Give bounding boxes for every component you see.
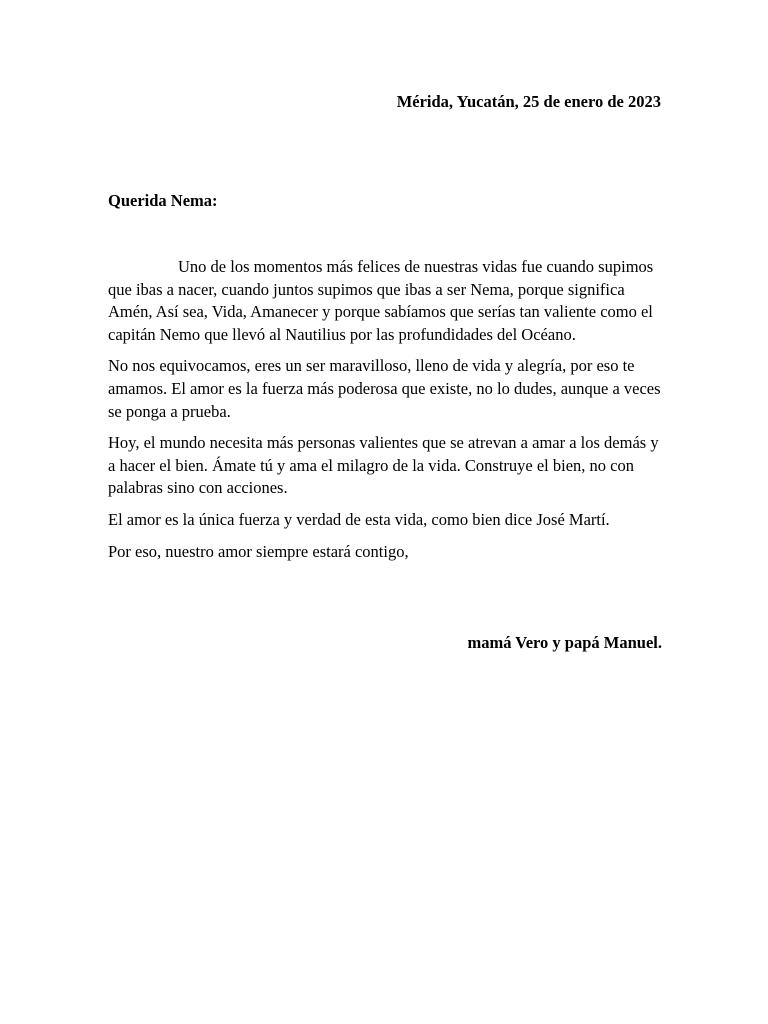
paragraph-4: El amor es la única fuerza y verdad de esta vida, como bien dice José Martí.	[108, 509, 610, 529]
paragraph-1: Uno de los momentos más felices de nuestras vidas fue cuando supimos que ibas a nacer, cuando juntos supimos que ibas a ser Nema, porque significa Amén, Así sea, Vida, Amanecer y porque sabíamos que serías tan valiente como el capitán Nemo que llevó al Nautilius por las profundidades del Océano.	[108, 257, 654, 344]
paragraph-3: Hoy, el mundo necesita más personas valientes que se atrevan a amar a los demás y a hacer el bien. Ámate tú y ama el milagro de la vida. Construye el bien, no con palabras sino con acciones.	[108, 433, 659, 498]
letter-body	[108, 256, 666, 572]
letter-date-line: Mérida, Yucatán, 25 de enero de 2023	[396, 92, 661, 111]
paragraph-2: No nos equivocamos, eres un ser maravilloso, lleno de vida y alegría, por eso te amamos. El amor es la fuerza más poderosa que existe, no lo dudes, aunque a veces se ponga a prueba.	[108, 356, 661, 421]
letter-greeting: Querida Nema:	[108, 191, 218, 210]
paragraph-5: Por eso, nuestro amor siempre estará contigo,	[108, 541, 409, 561]
letter-signature: mamá Vero y papá Manuel.	[467, 633, 662, 652]
